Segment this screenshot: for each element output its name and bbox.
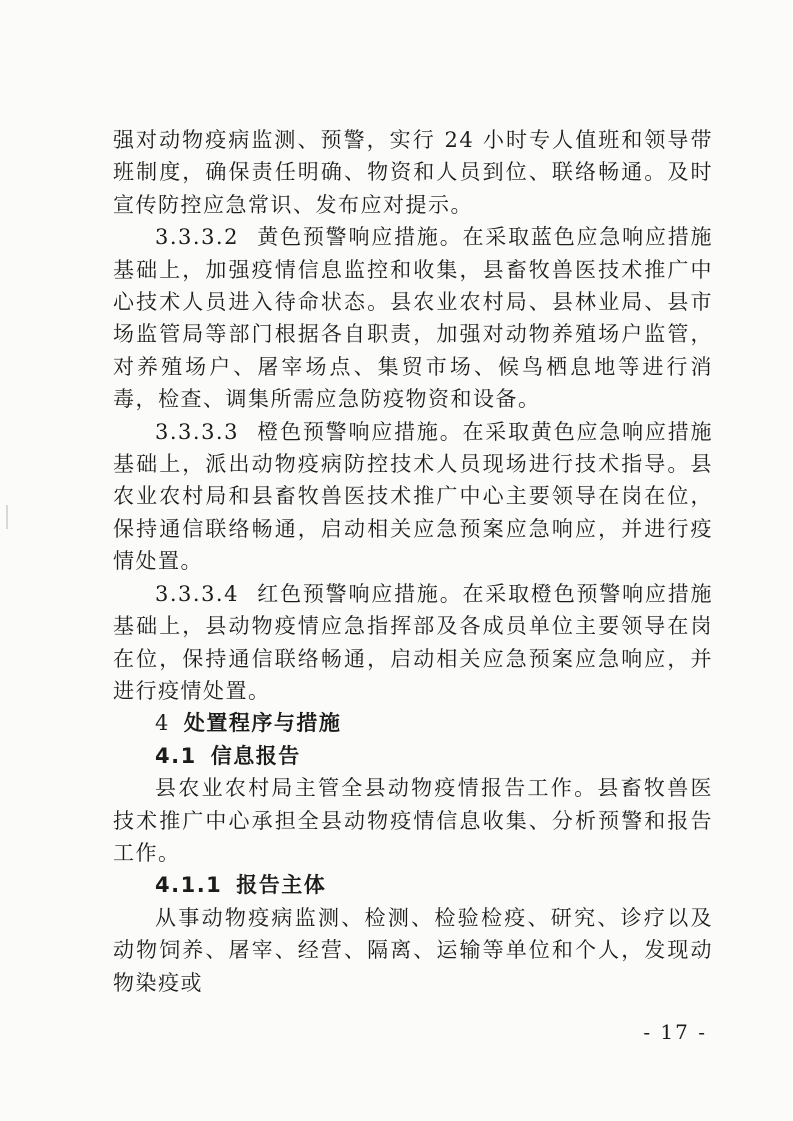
heading-text: 报告主体 xyxy=(236,873,327,898)
paragraph-continuation: 强对动物疫病监测、预警，实行 24 小时专人值班和领导带班制度，确保责任明确、物资和人员到位、联络畅通。及时宣传防控应急常识、发布应对提示。 xyxy=(113,128,713,217)
body-text xyxy=(113,124,713,999)
section-number: 3.3.3.3 xyxy=(155,419,239,444)
section-number: 3.3.3.4 xyxy=(155,581,239,606)
paragraph-text: 橙色预警响应措施。在采取黄色应急响应措施基础上，派出动物疫病防控技术人员现场进行技术指导。县农业农村局和县畜牧兽医技术推广中心主要领导在岗在位，保持通信联络畅通，启动相关应急预案应急响应，并进行疫情处置。 xyxy=(113,419,713,574)
paragraph-4-1-1: 从事动物疫病监测、检测、检验检疫、研究、诊疗以及动物饲养、屠宰、经营、隔离、运输等单位和个人，发现动物染疫或 xyxy=(113,905,713,995)
section-number: 3.3.3.2 xyxy=(155,225,239,250)
heading-4-1-1 xyxy=(113,869,713,901)
paragraph-3-3-3-3 xyxy=(113,416,713,578)
paragraph-text: 红色预警响应措施。在采取橙色预警响应措施基础上，县动物疫情应急指挥部及各成员单位主要领导在岗在位，保持通信联络畅通，启动相关应急预案应急响应，并进行疫情处置。 xyxy=(113,581,713,703)
heading-text: 信息报告 xyxy=(210,743,301,768)
paragraph-3-3-3-2 xyxy=(113,221,713,415)
heading-number: 4 xyxy=(155,711,170,736)
heading-number: 4.1 xyxy=(155,743,197,768)
paragraph-3-3-3-4 xyxy=(113,578,713,708)
heading-4-1 xyxy=(113,740,713,772)
paragraph-text: 黄色预警响应措施。在采取蓝色应急响应措施基础上，加强疫情信息监控和收集，县畜牧兽医技术推广中心技术人员进入待命状态。县农业农村局、县林业局、县市场监管局等部门根据各自职责，加强对动物养殖场户监管，对养殖场户、屠宰场点、集贸市场、候鸟栖息地等进行消毒，检查、调集所需应急防疫物资和设备。 xyxy=(113,225,713,412)
paragraph-4-1: 县农业农村局主管全县动物疫情报告工作。县畜牧兽医技术推广中心承担全县动物疫情信息收集、分析预警和报告工作。 xyxy=(113,776,713,865)
heading-text: 处置程序与措施 xyxy=(183,711,342,736)
heading-number: 4.1.1 xyxy=(155,873,223,898)
scan-mark xyxy=(6,505,8,529)
heading-4 xyxy=(113,707,713,739)
page-number: - 17 - xyxy=(643,1020,707,1044)
